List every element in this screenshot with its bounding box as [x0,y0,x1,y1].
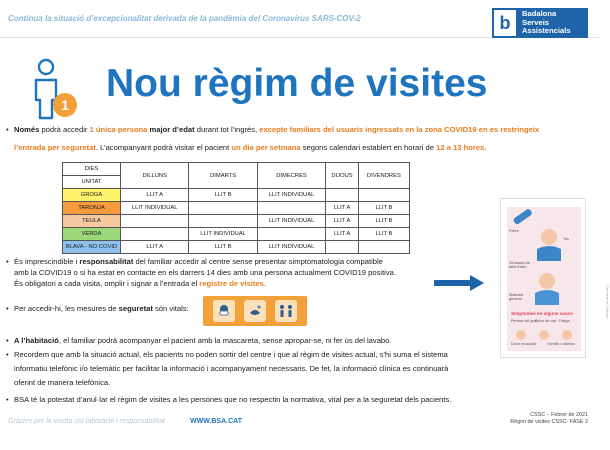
banner-subtitle: Continua la situació d’excepcionalitat derivada de la pandèmia del Coronavirus SARS-COV-2 [8,14,361,23]
unit-label: TARONJA [63,202,121,215]
bsa-bullet: • [6,395,9,404]
intro-bullet: • [6,125,9,134]
arrow-right-icon [434,275,484,291]
remember-bullet: • [6,350,9,359]
footer-reference: CSSC – Febrer de 2021 Règim de visites CSSC- FASE 2 [510,412,588,425]
symptoms-caption: Símptomes en alguns casos [511,311,573,316]
schedule-row [63,228,410,241]
schedule-cell [326,189,359,202]
schedule-cell [257,202,325,215]
bsa-line: BSA té la potestat d’anul·lar el règim de visites a les persones que no respectin la normativa, vital per a la seguretat dels pacients. [14,395,452,404]
unit-label: GROGA [63,189,121,202]
schedule-cell: LLIT INDIVIDUAL [257,189,325,202]
symptoms-illustration [507,207,581,351]
visit-schedule-table [62,162,410,254]
symptom-label: Pèrdua del gust [511,319,538,323]
single-person-icon [30,58,80,120]
unit-label: TEULA [63,215,121,228]
mask-icon [213,300,235,322]
symptom-label: Vòmits o diarrea [547,342,575,346]
corner-unit: UNITAT [63,176,121,189]
remember-line-3: oferint de manera telefònica. [14,378,111,387]
col-header-day: DIVENDRES [358,163,409,189]
logo-text: Badalona Serveis Assistencials [522,9,571,36]
corner-days: DIES [63,163,121,176]
page-title: Nou règim de visites [106,62,488,105]
symptom-label: Tos [563,237,569,241]
hand-wash-icon [244,300,266,322]
schedule-cell: LLIT INDIVIDUAL [121,202,189,215]
security-measures-icons [203,296,307,326]
remember-line-2: informatiu telefònic i/o telemàtic per facilitar la informació i acompanyament necessaris. De fet, la informació clínica es continuarà [14,364,449,373]
symptom-label: Febre [509,229,519,233]
schedule-cell: LLIT B [358,228,409,241]
security-line: Per accedir-hi, les mesures de seguretat són vitals: [14,304,189,313]
unit-label: VERDA [63,228,121,241]
schedule-cell [358,189,409,202]
schedule-cell: LLIT B [189,241,257,254]
responsibility-bullet: • [6,257,9,266]
symptom-label: Malestar general [509,293,524,301]
schedule-cell [189,215,257,228]
symptom-label: Sensació de falta d'aire [509,261,530,269]
symptom-label: Dolor muscular [511,342,537,346]
footer-thanks: Gràcies per la vostra col·laboració i responsabilitat [8,418,165,425]
responsibility-line-2: amb la COVID19 o si ha estat en contacte en els darrers 14 dies amb una persona actualment COVID19 positiva. [14,268,397,277]
security-bullet: • [6,304,9,313]
badge-number: 1 [61,97,69,113]
col-header-day: DIMECRES [257,163,325,189]
schedule-cell: LLIT A [326,215,359,228]
col-header-day: DIMARTS [189,163,257,189]
unit-label: BLAVA - NO COVID [63,241,121,254]
symptom-label: Fatiga [559,319,570,323]
responsibility-line-3: És obligatori a cada visita, omplir i signar a l’entrada el registre de visites. [14,279,267,288]
responsibility-line-1: És imprescindible i responsabilitat del familiar accedir al centre sense presentar simptomatologia compatible [14,257,383,266]
schedule-cell: LLIT A [326,228,359,241]
symptoms-card [500,198,586,358]
schedule-cell [257,228,325,241]
schedule-cell [326,241,359,254]
schedule-cell: LLIT INDIVIDUAL [189,228,257,241]
room-line: A l’habitació, el familiar podrà acompanyar el pacient amb la mascareta, sense apropar-se, ni fer ús del lavabo. [14,336,392,345]
schedule-cell: LLIT INDIVIDUAL [257,241,325,254]
intro-line-1: Només podrà accedir 1 única persona major d’edat durant tot l’ingrés, excepte familiars del usuaris ingressats en la zona COVID19 en es restringeix [14,125,540,134]
schedule-cell: LLIT A [121,241,189,254]
schedule-row [63,202,410,215]
room-bullet: • [6,336,9,345]
schedule-cell [121,228,189,241]
schedule-cell: LLIT B [358,215,409,228]
symptom-label: Dolor de cap [535,319,557,323]
remember-line-1: Recordem que amb la situació actual, els pacients no poden sortir del centre i que al règim de visites actual, s’hi suma el sistema [14,350,448,359]
col-header-day: DIJOUS [326,163,359,189]
side-note: Generalitat de Catalunya [605,285,610,319]
footer-url-link[interactable]: WWW.BSA.CAT [190,418,242,425]
schedule-cell [189,202,257,215]
bsa-logo[interactable] [492,8,588,38]
schedule-cell: LLIT INDIVIDUAL [257,215,325,228]
distance-icon [275,300,297,322]
schedule-row [63,189,410,202]
schedule-cell: LLIT B [358,202,409,215]
schedule-cell: LLIT B [189,189,257,202]
schedule-row [63,215,410,228]
intro-line-2: l’entrada per seguretat. L’acompanyant podrà visitar el pacient un dia per setmana segons calendari establert en horari de 12 a 13 hores. [14,143,487,152]
schedule-row [63,241,410,254]
schedule-cell: LLIT A [121,189,189,202]
col-header-day: DILLUNS [121,163,189,189]
schedule-cell [358,241,409,254]
logo-b-icon: b [492,8,518,38]
schedule-cell [121,215,189,228]
schedule-cell: LLIT A [326,202,359,215]
